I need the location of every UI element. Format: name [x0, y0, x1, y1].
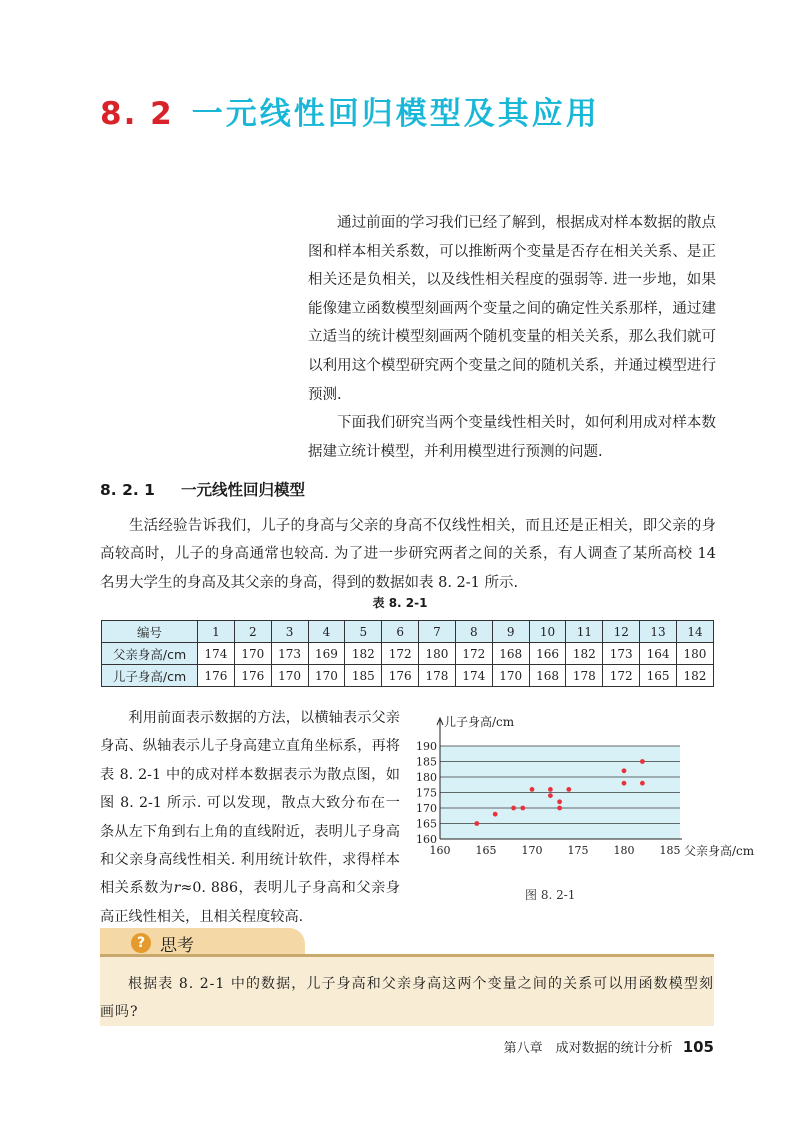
table-cell: 13: [640, 621, 677, 643]
table-row-son: [102, 665, 714, 687]
y-tick-label: 160: [416, 833, 437, 846]
body-paragraph-1: 生活经验告诉我们，儿子的身高与父亲的身高不仅线性相关，而且还是正相关，即父亲的身高较高时，儿子的身高通常也较高. 为了进一步研究两者之间的关系，有人调查了某所高校 14 名男大学生的身高及其父亲的身高，得到的数据如表 8. 2-1 所示.: [100, 518, 716, 591]
table-cell: 170: [271, 665, 308, 687]
table-cell: 172: [455, 643, 492, 665]
table-cell: 10: [529, 621, 566, 643]
x-tick-label: 165: [475, 844, 497, 857]
intro-paragraph-1: 通过前面的学习我们已经了解到，根据成对样本数据的散点图和样本相关系数，可以推断两个变量是否存在相关关系、是正相关还是负相关，以及线性相关程度的强弱等. 进一步地，如果能像建立函数模型刻画两个变量之间的确定性关系那样，通过建立适当的统计模型刻画两个随机变量的相关关系，那么我们就可以利用这个模型研究两个变量之间的随机关系，并通过模型进行预测.: [308, 215, 716, 403]
table-cell: 180: [676, 643, 713, 665]
body-text-2: [100, 704, 400, 931]
table-cell: 164: [640, 643, 677, 665]
body-text-1: [100, 512, 716, 597]
scatter-point: [548, 793, 553, 798]
table-cell: 174: [198, 643, 235, 665]
subsection-heading: [100, 478, 305, 500]
table-cell: 182: [345, 643, 382, 665]
x-tick-label: 185: [659, 844, 681, 857]
data-table: [101, 620, 714, 687]
table-cell: 6: [382, 621, 419, 643]
table-cell: 178: [419, 665, 456, 687]
y-tick-label: 165: [416, 817, 437, 831]
row-header: 儿子身高/cm: [102, 665, 198, 687]
scatter-point: [520, 806, 525, 811]
think-text: [100, 970, 714, 1027]
table-cell: 170: [308, 665, 345, 687]
think-label: 思考: [160, 936, 194, 956]
page-footer: [460, 1037, 714, 1056]
scatter-point: [622, 781, 627, 786]
table-cell: 170: [492, 665, 529, 687]
scatter-point: [548, 787, 553, 792]
table-cell: 176: [234, 665, 271, 687]
intro-text: [308, 209, 716, 466]
subsection-number: 8. 2. 1: [100, 481, 155, 499]
scatter-point: [493, 812, 498, 817]
table-cell: 172: [603, 665, 640, 687]
scatter-point: [622, 768, 627, 773]
intro-paragraph-2: 下面我们研究当两个变量线性相关时，如何利用成对样本数据建立统计模型，并利用模型进行预测的问题.: [308, 415, 716, 460]
section-number: 8. 2: [100, 96, 174, 132]
figure-caption: 图 8. 2-1: [525, 888, 576, 902]
scatter-chart: [416, 706, 755, 876]
table-cell: 7: [419, 621, 456, 643]
footer-chapter: 第八章 成对数据的统计分析: [503, 1041, 673, 1056]
body-paragraph-2-before: 利用前面表示数据的方法，以横轴表示父亲身高、纵轴表示儿子身高建立直角坐标系，再将表 8. 2-1 中的成对样本数据表示为散点图，如图 8. 2-1 所示. 可以发现，散点大致分布在一条从左下角到右上角的直线附近，表明儿子身高和父亲身高线性相关. 利用统计软件，求得样本相关系数为: [100, 710, 400, 897]
table-caption: 表 8. 2-1: [372, 596, 428, 610]
think-paragraph: 根据表 8. 2-1 中的数据，儿子身高和父亲身高这两个变量之间的关系可以用函数模型刻画吗?: [100, 976, 714, 1021]
scatter-point: [474, 821, 479, 826]
x-tick-label: 175: [567, 844, 589, 857]
scatter-point: [566, 787, 571, 792]
table-cell: 166: [529, 643, 566, 665]
table-cell: 14: [676, 621, 713, 643]
table-cell: 180: [419, 643, 456, 665]
y-tick-label: 180: [416, 771, 437, 784]
correlation-variable: r: [173, 880, 181, 897]
section-title: [100, 88, 600, 133]
x-axis-label: 父亲身高/cm: [684, 844, 755, 858]
row-header: 父亲身高/cm: [102, 643, 198, 665]
question-icon: ?: [131, 933, 151, 953]
table-cell: 173: [603, 643, 640, 665]
x-tick-label: 160: [429, 844, 451, 857]
table-cell: 176: [198, 665, 235, 687]
table-cell: 185: [345, 665, 382, 687]
table-cell: 11: [566, 621, 603, 643]
y-tick-label: 190: [416, 740, 437, 753]
table-cell: 2: [234, 621, 271, 643]
subsection-title: 一元线性回归模型: [180, 481, 305, 499]
table-cell: 182: [676, 665, 713, 687]
table-cell: 169: [308, 643, 345, 665]
scatter-point: [640, 759, 645, 764]
table-cell: 176: [382, 665, 419, 687]
table-cell: 1: [198, 621, 235, 643]
y-axis-label: 儿子身高/cm: [444, 715, 515, 729]
y-tick-label: 185: [416, 755, 437, 769]
table-cell: 178: [566, 665, 603, 687]
table-cell: 168: [492, 643, 529, 665]
table-cell: 8: [455, 621, 492, 643]
scatter-point: [640, 781, 645, 786]
row-header: 编号: [102, 621, 198, 643]
body-paragraph-2: [100, 704, 400, 931]
scatter-point: [530, 787, 535, 792]
scatter-point: [511, 806, 516, 811]
y-tick-label: 175: [416, 786, 437, 800]
scatter-point: [557, 806, 562, 811]
section-title-text: 一元线性回归模型及其应用: [191, 96, 600, 132]
body-paragraph-2-after: ≈0. 886，表明儿子身高和父亲身高正线性相关，且相关程度较高.: [100, 880, 400, 925]
table-cell: 170: [234, 643, 271, 665]
table-cell: 168: [529, 665, 566, 687]
table-cell: 12: [603, 621, 640, 643]
table-row-ids: [102, 621, 714, 643]
table-cell: 4: [308, 621, 345, 643]
table-cell: 3: [271, 621, 308, 643]
table-cell: 172: [382, 643, 419, 665]
table-cell: 182: [566, 643, 603, 665]
x-tick-label: 180: [613, 844, 635, 857]
table-row-father: [102, 643, 714, 665]
table-cell: 174: [455, 665, 492, 687]
page-number: 105: [682, 1038, 714, 1056]
x-tick-label: 170: [521, 844, 543, 857]
table-cell: 165: [640, 665, 677, 687]
scatter-point: [557, 799, 562, 804]
table-cell: 9: [492, 621, 529, 643]
table-cell: 173: [271, 643, 308, 665]
table-cell: 5: [345, 621, 382, 643]
y-tick-label: 170: [416, 802, 437, 815]
